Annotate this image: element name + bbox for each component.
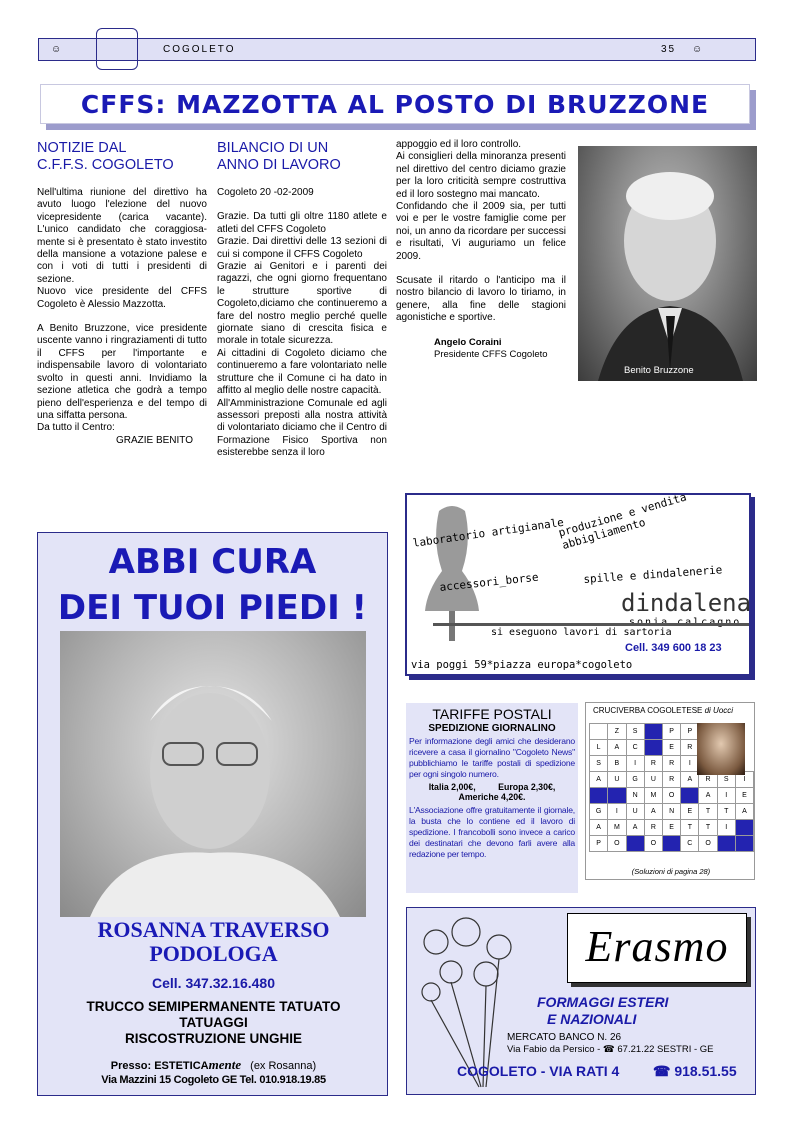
crossword-cell: G <box>626 772 644 788</box>
dindalena-text-3: accessori_borse <box>439 570 540 594</box>
crossword-cell: I <box>626 756 644 772</box>
crossword-cell: B <box>608 756 626 772</box>
crossword-title: CRUCIVERBA COGOLETESE di Uocci <box>593 706 734 715</box>
crossword-cell: U <box>626 804 644 820</box>
section-name: COGOLETO <box>163 44 236 55</box>
crossword-cell: I <box>717 820 735 836</box>
erasmo-address-sestri: Via Fabio da Persico - ☎ 67.21.22 SESTRI - GE <box>507 1044 714 1055</box>
col1-signature: GRAZIE BENITO <box>115 434 193 446</box>
crossword-cell: O <box>663 788 681 804</box>
crossword-cell <box>735 836 753 852</box>
crossword-cell: T <box>699 804 717 820</box>
erasmo-brand: Erasmo <box>585 922 729 971</box>
crossword-cell: E <box>663 820 681 836</box>
ad-podologa <box>37 532 388 1096</box>
crossword-cell: E <box>735 788 753 804</box>
erasmo-tagline: FORMAGGI ESTERI E NAZIONALI <box>537 994 669 1027</box>
dindalena-address: via poggi 59*piazza europa*cogoleto <box>411 659 633 671</box>
crossword-cell: C <box>626 740 644 756</box>
tariffe-subtitle: SPEDIZIONE GIORNALINO <box>428 723 556 734</box>
crossword-cell: A <box>699 788 717 804</box>
crossword-cell: C <box>681 836 699 852</box>
crossword-cell: A <box>735 804 753 820</box>
tariffe-info: Per informazione degli amici che desiderano ricevere a casa il giornalino "Cogoleto News" pubblichiamo le tariffe postali di spedizione per ogni singolo numero. <box>409 736 575 779</box>
dindalena-cell: Cell. 349 600 18 23 <box>625 642 722 654</box>
dindalena-text-4: spille e dindalenerie <box>583 563 723 586</box>
crossword-cell: N <box>626 788 644 804</box>
crossword-cell: Z <box>608 724 626 740</box>
crossword-cell: I <box>608 804 626 820</box>
tariffe-prices: Italia 2,00€, Europa 2,30€, <box>428 782 556 792</box>
col3-signature: Angelo Coraini Presidente CFFS Cogoleto <box>434 336 548 360</box>
crossword-cell: A <box>590 772 608 788</box>
col1-body: Nell'ultima riunione del direttivo ha avuto luogo l'elezione del nuovo vicepresidente (carica vacante). L'unico candidato che coraggiosa- mente si è presentato è stato investito della mansione a votazione palese e con i voti di tutti i presidenti di sezione. Nuovo vice presidente del CFFS Cogoleto è Alessio Mazzotta. A Benito Bruzzone, vice presidente uscente vanno i ringraziamenti di tutto il CFFS per l'importante e indispensabile lavoro di volontariato svolto in questi anni. Invidiamo la sezione atletica che godrà a tempo pieno dell'esperienza e del tempo di una siffatta persona. Da tutto il Centro: GRAZIE BENITO <box>37 187 207 446</box>
ad-dindalena <box>405 490 752 676</box>
crossword-cell: R <box>699 772 717 788</box>
photo-rosanna-traverso <box>60 631 366 917</box>
page-title: CFFS: MAZZOTTA AL POSTO DI BRUZZONE <box>40 84 750 124</box>
smiley-icon: ☺ <box>51 44 64 55</box>
crossword-cell: T <box>681 820 699 836</box>
crossword-footer: (Soluzioni di pagina 28) <box>631 867 711 876</box>
crossword-cell <box>735 820 753 836</box>
crossword-cell: O <box>644 836 662 852</box>
crossword-cell: R <box>644 820 662 836</box>
crossword-cell: M <box>608 820 626 836</box>
crossword-cell: O <box>699 836 717 852</box>
crossword-cell: P <box>681 724 699 740</box>
crossword-cell: P <box>590 836 608 852</box>
photo-benito-bruzzone <box>578 146 757 381</box>
ad-presso: Presso: ESTETICAmente (ex Rosanna) <box>110 1057 317 1072</box>
crossword-cell: L <box>590 740 608 756</box>
crossword-cell <box>681 788 699 804</box>
ad-services: TRUCCO SEMIPERMANENTE TATUATO TATUAGGI RISCOSTRUZIONE UNGHIE <box>86 999 341 1046</box>
ad-address: Via Mazzini 15 Cogoleto GE Tel. 010.918.19.85 <box>101 1074 326 1086</box>
crossword-cell: I <box>717 788 735 804</box>
portrait-illustration <box>578 146 757 381</box>
crossword-cell: T <box>699 820 717 836</box>
header-decoration <box>96 28 138 70</box>
smiley-icon: ☺ <box>692 44 705 55</box>
column-continued <box>396 139 566 361</box>
ad-headline: ABBI CURA DEI TUOI PIEDI ! <box>57 542 368 628</box>
dindalena-brand: dindalena <box>621 589 752 617</box>
crossword-cell: A <box>590 820 608 836</box>
author-photo <box>697 723 745 775</box>
tariffe-note: L'Associazione offre gratuitamente il giornale, la busta che lo contiene ed il lavoro di spedizione. I francobolli sono invece a carico dei destinatari che devono farli avere alla redazione per tempo. <box>409 805 575 859</box>
crossword-cell <box>590 788 608 804</box>
col3-body: appoggio ed il loro controllo. Ai consiglieri della minoranza presenti nel direttivo del centro diciamo grazie per la loro criticità sempre costruttiva ed il loro sostegno mai mancato. Confidando che il 2009 sia, per tutti voi e per le vostre famiglie come per noi, un anno da ricordare per successi e risultati, Vi auguriamo un felice 2009. Scusate il ritardo o l'anticipo ma il nostro bilancio di lavoro lo tiriamo, in genere, alla fine delle stagioni agonistiche e sportive. <box>396 139 566 324</box>
crossword-cell: U <box>644 772 662 788</box>
crossword-cell: I <box>681 756 699 772</box>
erasmo-address: COGOLETO - VIA RATI 4 <box>457 1063 620 1079</box>
dindalena-text-2: produzione e vendita abbigliamento <box>557 490 688 552</box>
crossword-cell <box>663 836 681 852</box>
crossword-cell: M <box>644 788 662 804</box>
crossword-cell: S <box>590 756 608 772</box>
dindalena-tailor: si eseguono lavori di sartoria <box>491 627 672 638</box>
erasmo-phone: ☎ 918.51.55 <box>653 1063 737 1079</box>
crossword-cell: R <box>663 772 681 788</box>
erasmo-logo <box>567 913 747 983</box>
crossword-cell: E <box>663 740 681 756</box>
column-news <box>37 140 207 447</box>
crossword-cell: T <box>717 804 735 820</box>
crossword-cell: I <box>735 772 753 788</box>
erasmo-market: MERCATO BANCO N. 26 <box>507 1032 622 1043</box>
crossword-cell <box>590 724 608 740</box>
page-header <box>38 38 756 61</box>
tariffe-postali: TARIFFE POSTALI SPEDIZIONE GIORNALINO Per informazione degli amici che desiderano ricevere a casa il giornalino "Cogoleto News" pubblichiamo le tariffe postali di spedizione per ogni singolo numero. Italia 2,00€, Europa 2,30€, Americhe 4,20€. L'Associazione offre gratuitamente il giornale, la busta che lo contiene ed il lavoro di spedizione. I francobolli sono invece a carico dei destinatari che devono farli avere alla redazione per tempo. <box>406 703 578 893</box>
crossword-cell: N <box>663 804 681 820</box>
divider <box>433 623 749 626</box>
tariffe-title: TARIFFE POSTALI <box>432 706 552 722</box>
crossword-cell <box>608 788 626 804</box>
ad-erasmo <box>406 907 756 1095</box>
crossword-cell <box>644 740 662 756</box>
crossword-cell: A <box>626 820 644 836</box>
column-bilancio <box>217 140 387 460</box>
ad-cell: Cell. 347.32.16.480 <box>152 975 275 991</box>
crossword-cell: S <box>717 772 735 788</box>
crossword-cell: E <box>681 804 699 820</box>
crossword-cell: S <box>626 724 644 740</box>
col1-heading: NOTIZIE DAL C.F.F.S. COGOLETO <box>37 140 174 173</box>
crossword-cell: A <box>608 740 626 756</box>
crossword-cell: R <box>681 740 699 756</box>
crossword-cell: O <box>608 836 626 852</box>
crossword-cell <box>717 836 735 852</box>
crossword-cell: U <box>608 772 626 788</box>
page-number: 35 <box>661 44 677 55</box>
crossword-cell: R <box>663 756 681 772</box>
crossword-cell: A <box>681 772 699 788</box>
col2-body: Cogoleto 20 -02-2009 Grazie. Da tutti gli oltre 1180 atlete e atleti del CFFS Cogoleto Grazie. Dai direttivi delle 13 sezioni di cui si compone il CFFS Cogoleto Grazie ai Genitori e i parenti dei ragazzi, che ogni giorno frequentano le strutture sportive di Cogoleto,diciamo che continueremo a fare del nostro meglio perché quelle giornate siano di crescita fisica e morale in totale sicurezza. Ai cittadini di Cogoleto diciamo che continueremo a fare volontariato nelle strutture che il Comune ci ha dato in affitto al meglio delle nostre capacità. All'Amministrazione Comunale ed agli assessori preposti alla nostra attività di volontariato diciamo che il Centro di Formazione Fisico Sportiva non esisterebbe senza il loro <box>217 187 387 459</box>
ad-name: ROSANNA TRAVERSO PODOLOGA <box>97 917 330 966</box>
crossword-cell <box>644 724 662 740</box>
crossword-cell: R <box>644 756 662 772</box>
crossword-cell: A <box>644 804 662 820</box>
crossword <box>585 702 755 880</box>
crossword-cell: G <box>590 804 608 820</box>
photo-caption: Benito Bruzzone <box>624 365 694 376</box>
portrait-illustration <box>60 631 366 917</box>
dindalena-text-1: laboratorio artigianale <box>412 515 565 550</box>
col2-heading: BILANCIO DI UN ANNO DI LAVORO <box>217 140 341 173</box>
crossword-cell <box>626 836 644 852</box>
crossword-cell: P <box>663 724 681 740</box>
